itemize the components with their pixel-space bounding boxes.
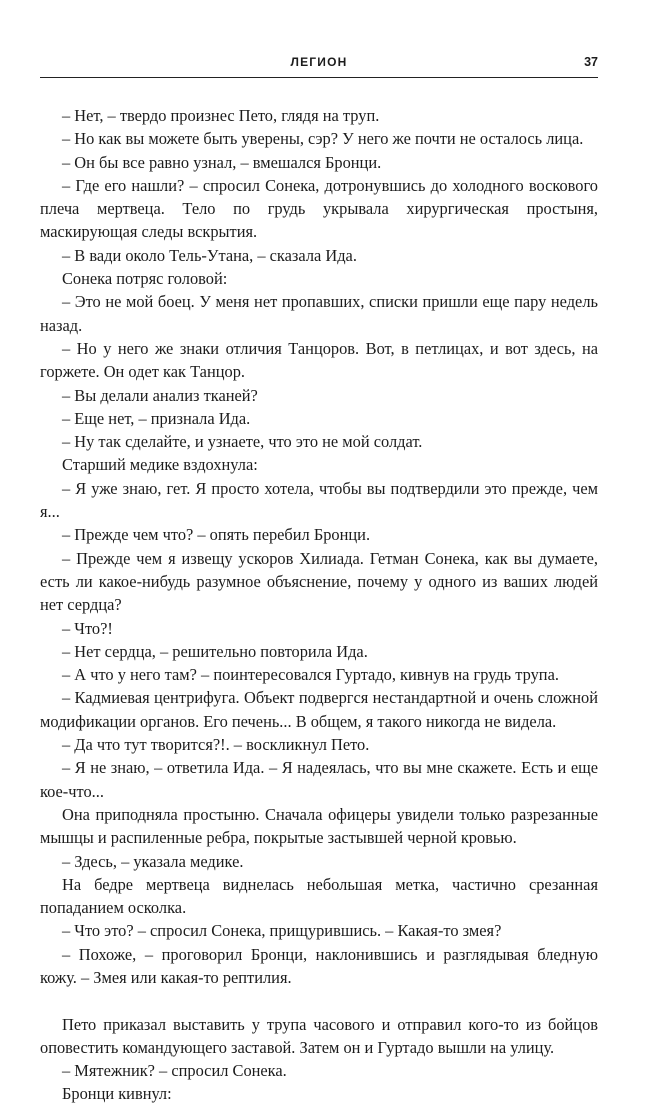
paragraph: – Но у него же знаки отличия Танцоров. Вот, в петлицах, и вот здесь, на горжете. Он одет как Танцор. xyxy=(40,338,598,382)
paragraph: – Прежде чем я извещу ускоров Хилиада. Гетман Сонека, как вы думаете, есть ли какое-нибудь разумное объяснение, почему у одного из ваших людей нет сердца? xyxy=(40,548,598,615)
paragraph: – Еще нет, – признала Ида. xyxy=(62,408,251,428)
paragraph: Сонека потряс головой: xyxy=(62,269,228,289)
paragraph: – Что это? – спросил Сонека, прищурившись. – Какая-то змея? xyxy=(62,921,502,941)
paragraph: – Это не мой боец. У меня нет пропавших, списки пришли еще пару недель назад. xyxy=(40,292,598,335)
paragraph: – Здесь, – указала медике. xyxy=(62,851,244,871)
running-header xyxy=(40,55,598,78)
paragraph: Пето приказал выставить у трупа часового и отправил кого-то из бойцов оповестить командующего заставой. Затем он и Гуртадо вышли на улицу. xyxy=(40,1014,598,1057)
paragraph: – Где его нашли? – спросил Сонека, дотронувшись до холодного воскового плеча мертвеца. Тело по грудь укрывала хирургическая простыня, маскирующая следы вскрытия. xyxy=(40,175,598,242)
paragraph: Старший медике вздохнула: xyxy=(62,455,258,475)
paragraph: – Я уже знаю, гет. Я просто хотела, чтобы вы подтвердили это прежде, чем я... xyxy=(40,478,598,522)
paragraph: – Ну так сделайте, и узнаете, что это не мой солдат. xyxy=(62,432,423,452)
section-break xyxy=(40,989,598,1012)
running-title: ЛЕГИОН xyxy=(290,55,348,69)
paragraph: – Да что тут творится?!. – воскликнул Пето. xyxy=(62,735,370,755)
paragraph: Она приподняла простыню. Сначала офицеры увидели только разрезанные мышцы и распиленные ребра, покрытые застывшей черной кровью. xyxy=(40,804,598,848)
paragraph: – В вади около Тель-Утана, – сказала Ида. xyxy=(62,245,357,265)
paragraph: – Кадмиевая центрифуга. Объект подвергся нестандартной и очень сложной модификации органов. Его печень... В общем, я такого никогда не видела. xyxy=(40,688,598,731)
paragraph: – Но как вы можете быть уверены, сэр? У него же почти не осталось лица. xyxy=(62,129,584,149)
paragraph: – Нет сердца, – решительно повторила Ида. xyxy=(62,641,368,661)
paragraph: – Похоже, – проговорил Бронци, наклонившись и разглядывая бледную кожу. – Змея или какая-то рептилия. xyxy=(40,944,598,987)
paragraph: – Он бы все равно узнал, – вмешался Бронци. xyxy=(62,152,382,172)
paragraph: – Что?! xyxy=(62,618,113,638)
paragraph: – Нет, – твердо произнес Пето, глядя на труп. xyxy=(62,106,380,125)
paragraph: – Мятежник? – спросил Сонека. xyxy=(62,1061,287,1081)
paragraph: – Прежде чем что? – опять перебил Бронци. xyxy=(62,525,371,545)
paragraph: Бронци кивнул: xyxy=(62,1084,172,1104)
paragraph: – А что у него там? – поинтересовался Гуртадо, кивнув на грудь трупа. xyxy=(62,665,559,685)
paragraph: – Вы делали анализ тканей? xyxy=(62,385,258,405)
paragraph: – Я не знаю, – ответила Ида. – Я надеялась, что вы мне скажете. Есть и еще кое-что... xyxy=(40,758,598,801)
body-text xyxy=(40,104,598,1106)
paragraph: На бедре мертвеца виднелась небольшая метка, частично срезанная попаданием осколка. xyxy=(40,874,598,918)
page-number: 37 xyxy=(584,55,598,69)
